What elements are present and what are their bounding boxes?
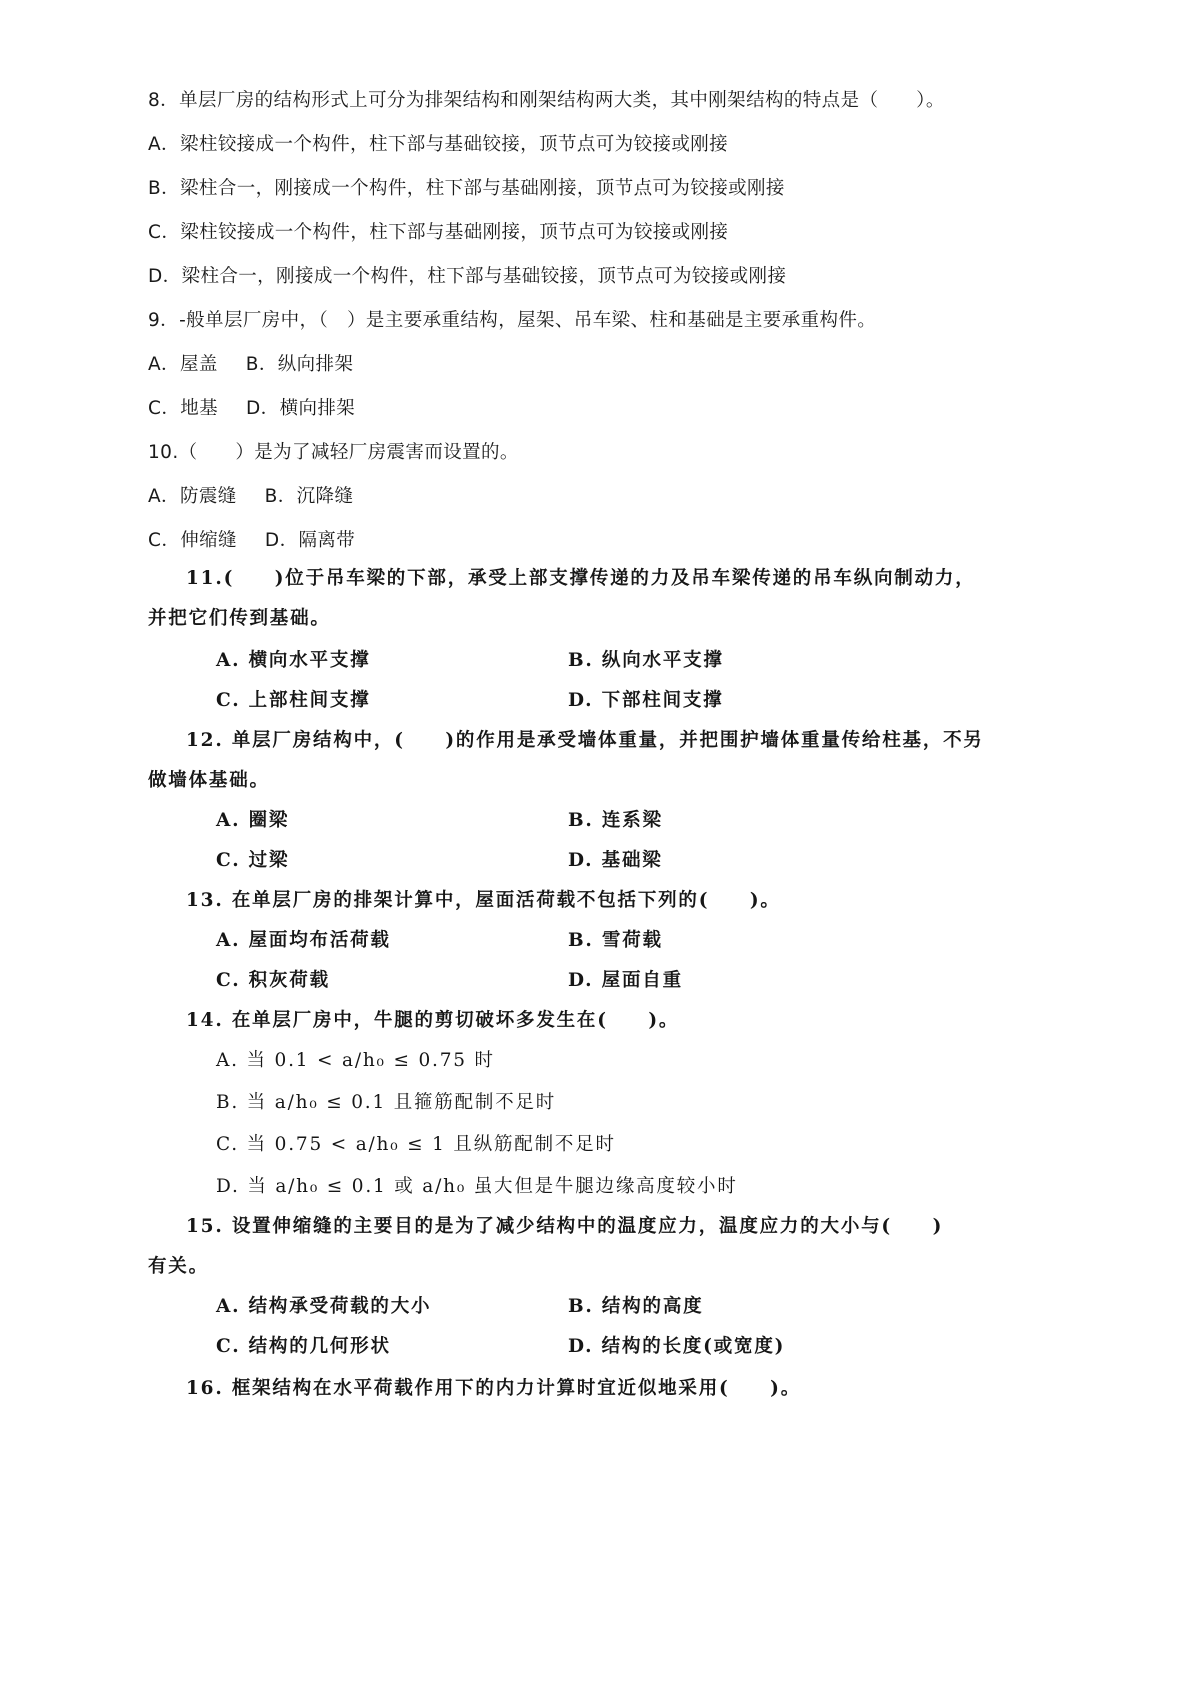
q15-option-a: A. 结构承受荷载的大小 bbox=[216, 1296, 432, 1317]
q10-option-d: D．隔离带 bbox=[264, 530, 356, 551]
q13-option-b: B. 雪荷载 bbox=[568, 930, 663, 951]
q15-stem-line2: 有关。 bbox=[148, 1256, 209, 1277]
q10-option-b: B．沉降缝 bbox=[264, 486, 354, 507]
q11-option-c: C. 上部柱间支撑 bbox=[216, 690, 371, 711]
q14-option-d: D. 当 a/h₀ ≤ 0.1 或 a/h₀ 虽大但是牛腿边缘高度较小时 bbox=[216, 1176, 738, 1197]
q8-option-d: D．梁柱合一，刚接成一个构件，柱下部与基础铰接，顶节点可为铰接或刚接 bbox=[148, 266, 787, 287]
q13-option-d: D. 屋面自重 bbox=[568, 970, 683, 991]
q13-option-c: C. 积灰荷载 bbox=[216, 970, 330, 991]
q14-option-a: A. 当 0.1 < a/h₀ ≤ 0.75 时 bbox=[216, 1050, 495, 1071]
q14-stem: 14. 在单层厂房中，牛腿的剪切破坏多发生在( )。 bbox=[186, 1010, 680, 1031]
q11-option-a: A. 横向水平支撑 bbox=[216, 650, 371, 671]
q11-stem-line1: 11.( )位于吊车梁的下部，承受上部支撑传递的力及吊车梁传递的吊车纵向制动力， bbox=[186, 568, 976, 589]
q12-option-b: B. 连系梁 bbox=[568, 810, 663, 831]
q14-option-c: C. 当 0.75 < a/h₀ ≤ 1 且纵筋配制不足时 bbox=[216, 1134, 616, 1155]
q8-stem: 8．单层厂房的结构形式上可分为排架结构和刚架结构两大类，其中刚架结构的特点是（ ）。 bbox=[148, 90, 945, 111]
q9-option-b: B．纵向排架 bbox=[245, 354, 354, 375]
q16-stem: 16. 框架结构在水平荷载作用下的内力计算时宜近似地采用( )。 bbox=[186, 1378, 802, 1399]
q11-stem-line2: 并把它们传到基础。 bbox=[148, 608, 331, 629]
q10-option-a: A．防震缝 bbox=[148, 486, 237, 507]
q9-option-d: D．横向排架 bbox=[246, 398, 356, 419]
q10-stem: 10.（ ）是为了减轻厂房震害而设置的。 bbox=[148, 442, 519, 463]
q10-option-c: C．伸缩缝 bbox=[148, 530, 237, 551]
q12-option-c: C. 过梁 bbox=[216, 850, 290, 871]
q10-options-row2 bbox=[148, 528, 355, 554]
q13-option-a: A. 屋面均布活荷载 bbox=[216, 930, 391, 951]
q12-option-a: A. 圈梁 bbox=[216, 810, 290, 831]
q9-option-a: A．屋盖 bbox=[148, 354, 218, 375]
q11-option-d: D. 下部柱间支撑 bbox=[568, 690, 724, 711]
q10-options-row1 bbox=[148, 484, 353, 510]
q15-option-c: C. 结构的几何形状 bbox=[216, 1336, 391, 1357]
q12-stem-line1: 12. 单层厂房结构中，( )的作用是承受墙体重量，并把围护墙体重量传给柱基，不另 bbox=[186, 730, 984, 751]
q12-stem-line2: 做墙体基础。 bbox=[148, 770, 270, 791]
q11-option-b: B. 纵向水平支撑 bbox=[568, 650, 724, 671]
q14-option-b: B. 当 a/h₀ ≤ 0.1 且箍筋配制不足时 bbox=[216, 1092, 557, 1113]
q8-option-c: C．梁柱铰接成一个构件，柱下部与基础刚接，顶节点可为铰接或刚接 bbox=[148, 222, 729, 243]
q9-options-row2 bbox=[148, 396, 355, 422]
q12-option-d: D. 基础梁 bbox=[568, 850, 663, 871]
q15-option-d: D. 结构的长度(或宽度) bbox=[568, 1336, 786, 1357]
q9-stem: 9．-般单层厂房中，（ ）是主要承重结构，屋架、吊车梁、柱和基础是主要承重构件。 bbox=[148, 310, 877, 331]
q15-option-b: B. 结构的高度 bbox=[568, 1296, 704, 1317]
q9-option-c: C．地基 bbox=[148, 398, 219, 419]
q15-stem-line1: 15. 设置伸缩缝的主要目的是为了减少结构中的温度应力，温度应力的大小与( ) bbox=[186, 1216, 944, 1237]
q13-stem: 13. 在单层厂房的排架计算中，屋面活荷载不包括下列的( )。 bbox=[186, 890, 781, 911]
q8-option-b: B．梁柱合一，刚接成一个构件，柱下部与基础刚接，顶节点可为铰接或刚接 bbox=[148, 178, 785, 199]
q9-options-row1 bbox=[148, 352, 353, 378]
q8-option-a: A．梁柱铰接成一个构件，柱下部与基础铰接，顶节点可为铰接或刚接 bbox=[148, 134, 729, 155]
